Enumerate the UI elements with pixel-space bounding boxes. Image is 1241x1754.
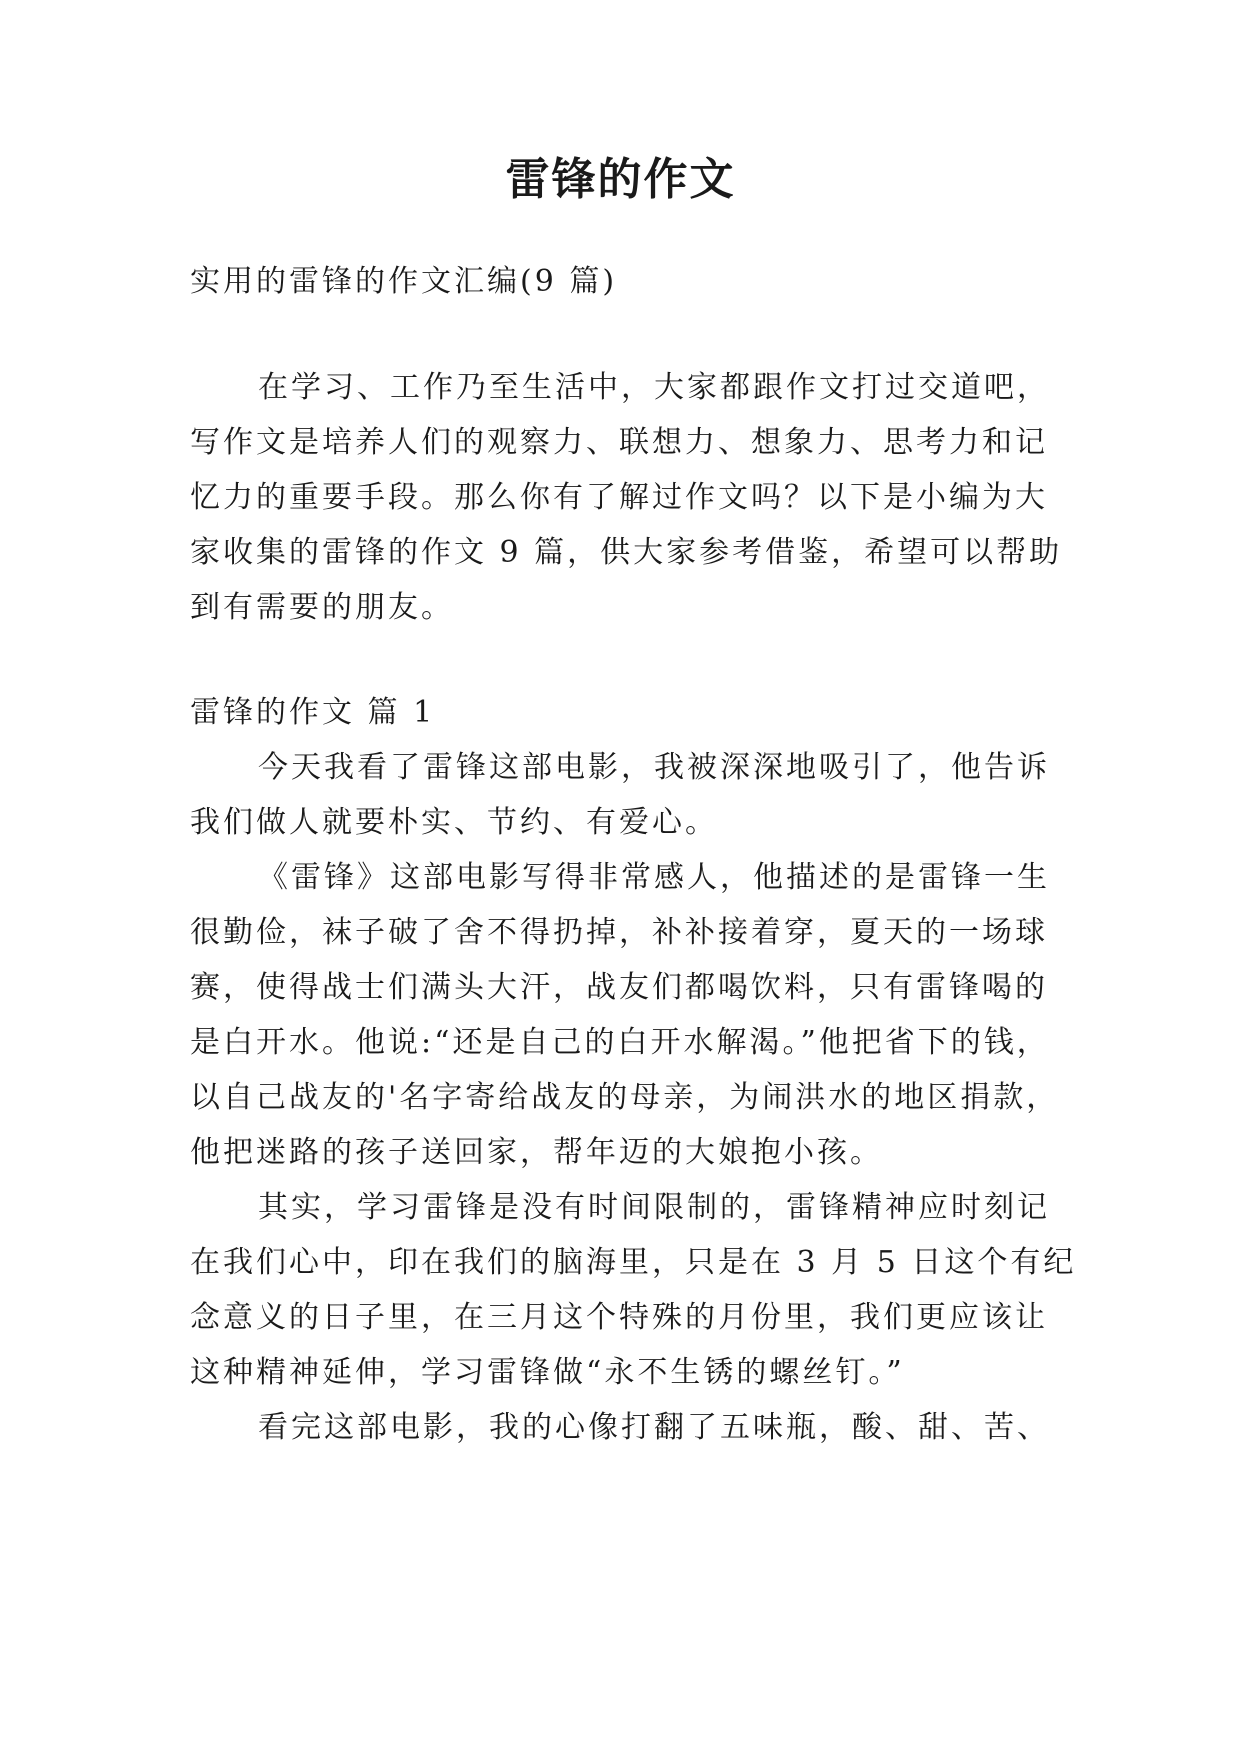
section-heading: 雷锋的作文 篇 1 — [190, 695, 436, 730]
body-line: 这种精神延伸，学习雷锋做“永不生锈的螺丝钉。” — [190, 1355, 905, 1390]
body-line: 在我们心中，印在我们的脑海里，只是在 3 月 5 日这个有纪 — [190, 1245, 1077, 1280]
body-line: 很勤俭，袜子破了舍不得扔掉，补补接着穿，夏天的一场球 — [190, 915, 1048, 950]
intro-line: 家收集的雷锋的作文 9 篇，供大家参考借鉴，希望可以帮助 — [190, 535, 1063, 570]
body-line: 他把迷路的孩子送回家，帮年迈的大娘抱小孩。 — [190, 1135, 883, 1170]
intro-line: 写作文是培养人们的观察力、联想力、想象力、思考力和记 — [190, 425, 1048, 460]
body-line: 赛，使得战士们满头大汗，战友们都喝饮料，只有雷锋喝的 — [190, 970, 1048, 1005]
body-line: 我们做人就要朴实、节约、有爱心。 — [190, 805, 718, 840]
body-line: 其实，学习雷锋是没有时间限制的，雷锋精神应时刻记 — [258, 1190, 1050, 1225]
document-title: 雷锋的作文 — [505, 154, 736, 205]
body-line: 是白开水。他说:“还是自己的白开水解渴。”他把省下的钱， — [190, 1025, 1050, 1060]
body-line: 看完这部电影，我的心像打翻了五味瓶，酸、甜、苦、 — [258, 1410, 1050, 1445]
document-subtitle: 实用的雷锋的作文汇编(9 篇) — [190, 264, 618, 299]
intro-line: 在学习、工作乃至生活中，大家都跟作文打过交道吧， — [258, 370, 1050, 405]
intro-line: 忆力的重要手段。那么你有了解过作文吗？以下是小编为大 — [190, 480, 1048, 515]
body-line: 《雷锋》这部电影写得非常感人，他描述的是雷锋一生 — [258, 860, 1050, 895]
body-line: 以自己战友的'名字寄给战友的母亲，为闹洪水的地区捐款， — [190, 1080, 1060, 1115]
body-line: 今天我看了雷锋这部电影，我被深深地吸引了，他告诉 — [258, 750, 1050, 785]
intro-line: 到有需要的朋友。 — [190, 590, 454, 625]
body-line: 念意义的日子里，在三月这个特殊的月份里，我们更应该让 — [190, 1300, 1048, 1335]
